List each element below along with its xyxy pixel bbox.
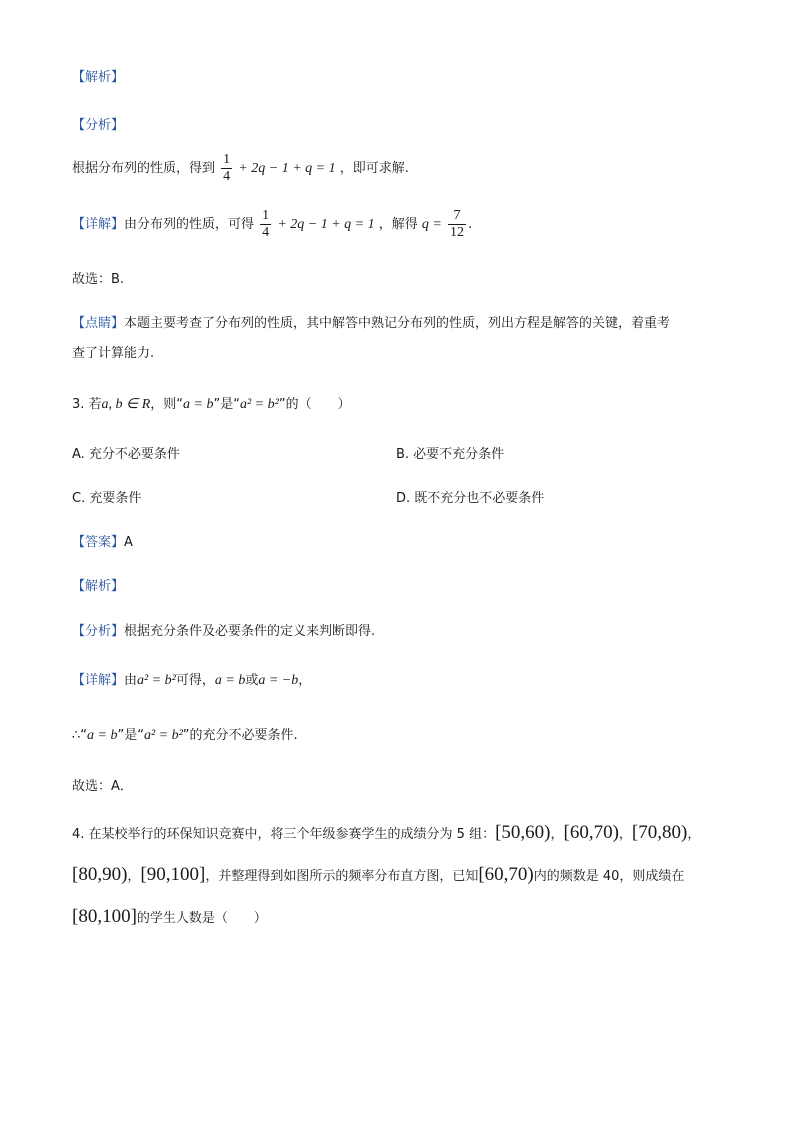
xiangjie-tag: 【详解】: [72, 673, 125, 688]
q3-answer-line: [72, 531, 133, 550]
q3-stem-mid1: ，则“: [150, 397, 184, 412]
q3-stem: [72, 393, 351, 413]
dianjing-tag: 【点睛】: [72, 316, 125, 331]
interval-60-70: [60,70): [563, 822, 619, 843]
q2-equation: + 2q − 1 + q = 1: [277, 217, 375, 232]
q2-fenxi-pre: 根据分布列的性质，得到: [72, 161, 216, 176]
q3-jiexi-header: 【解析】: [72, 579, 125, 594]
q3-conclusion: [72, 724, 298, 744]
q4-text-2-tail: 内的频数是 40，则成绩在: [533, 869, 685, 884]
fenxi-header: 【分析】: [72, 118, 125, 133]
q2-fenxi-post: ，即可求解.: [339, 161, 409, 176]
xiangjie-tag: 【详解】: [72, 217, 125, 232]
frac-den: 4: [223, 169, 231, 184]
q3-xiangjie-or: 或: [245, 673, 259, 688]
option-b[interactable]: B. 必要不充分条件: [396, 447, 505, 462]
daan-value: A: [124, 535, 133, 550]
q3-stem-post: ”的（ ）: [278, 397, 351, 412]
q3-fenxi-line: [72, 620, 375, 639]
q2-equation: + 2q − 1 + q = 1: [238, 161, 336, 176]
q2-fenxi-line: [72, 152, 409, 185]
option-a[interactable]: A. 充分不必要条件: [72, 447, 180, 462]
interval-60-70-known: [60,70): [478, 864, 534, 885]
jiexi-header: 【解析】: [72, 70, 125, 85]
dianjing-text-1: 本题主要考查了分布列的性质，其中解答中熟记分布列的性质，列出方程是解答的关键，着重考: [124, 316, 671, 331]
q3-xiangjie-mid: 可得，: [175, 673, 215, 688]
comma: ，: [127, 869, 141, 884]
q4-text-1: 4. 在某校举行的环保知识竞赛中，将三个年级参赛学生的成绩分为 5 组：: [72, 827, 496, 842]
q4-text-2: ，并整理得到如图所示的频率分布直方图，已知: [205, 869, 479, 884]
daan-tag: 【答案】: [72, 535, 125, 550]
fenxi-tag: 【分析】: [72, 624, 125, 639]
interval-80-100: [80,100]: [72, 906, 137, 927]
frac-num: 1: [223, 152, 231, 167]
q3-fenxi-text: 根据充分条件及必要条件的定义来判断即得.: [124, 624, 376, 639]
q3-concl-ab: a = b: [87, 728, 118, 743]
fraction-one-quarter: [221, 152, 232, 185]
comma: ，: [550, 827, 564, 842]
q2-guxuan: 故选：B.: [72, 272, 125, 287]
q3-concl-mid: ”是“: [117, 728, 144, 743]
q4-line1: [72, 822, 700, 844]
q-equals: q =: [421, 217, 442, 232]
q3-concl-sq: a² = b²: [143, 728, 183, 743]
comma: ，: [618, 827, 632, 842]
q4-line3: [72, 906, 267, 928]
q2-xiangjie-line: [72, 208, 472, 241]
q4-line2: [72, 864, 684, 886]
q3-xiangjie-sq: a² = b²: [137, 673, 176, 688]
comma: ，: [687, 827, 701, 842]
option-d[interactable]: D. 既不充分也不必要条件: [396, 491, 545, 506]
q3-guxuan: 故选：A．: [72, 779, 133, 794]
frac-den: 12: [450, 225, 464, 240]
frac-num: 1: [262, 208, 270, 223]
q2-xiangjie-pre: 由分布列的性质，可得: [124, 217, 255, 232]
q3-xiangjie-line: [72, 669, 311, 689]
q4-text-3: 的学生人数是（ ）: [136, 911, 267, 926]
q3-concl-post: ”的充分不必要条件.: [182, 728, 298, 743]
interval-50-60: [50,60): [495, 822, 551, 843]
q3-stem-mid2: ”是“: [213, 397, 240, 412]
interval-70-80: [70,80): [631, 822, 688, 843]
q2-xiangjie-mid: ，解得: [378, 217, 418, 232]
q3-stem-sq: a² = b²: [239, 397, 279, 412]
interval-90-100: [90,100]: [140, 864, 206, 885]
q3-xiangjie-a1: a = b: [214, 673, 246, 688]
option-c[interactable]: C. 充要条件: [72, 491, 142, 506]
q3-stem-vars: a, b ∈ R: [101, 397, 151, 412]
period: .: [468, 217, 473, 232]
interval-80-90: [80,90): [72, 864, 128, 885]
q3-xiangjie-a2: a = −b: [258, 673, 299, 688]
q3-xiangjie-end: ，: [298, 673, 312, 688]
q3-stem-pre: 3. 若: [72, 397, 102, 412]
q3-xiangjie-pre: 由: [124, 673, 138, 688]
frac-num: 7: [448, 208, 466, 225]
q2-dianjing-line2: 查了计算能力.: [72, 346, 155, 361]
q3-concl-pre: ∴“: [72, 728, 88, 743]
fraction-answer: [448, 208, 466, 241]
frac-den: 4: [262, 225, 270, 240]
q2-dianjing-line1: [72, 312, 670, 331]
q3-stem-ab: a = b: [183, 397, 214, 412]
fraction-one-quarter: [260, 208, 271, 241]
